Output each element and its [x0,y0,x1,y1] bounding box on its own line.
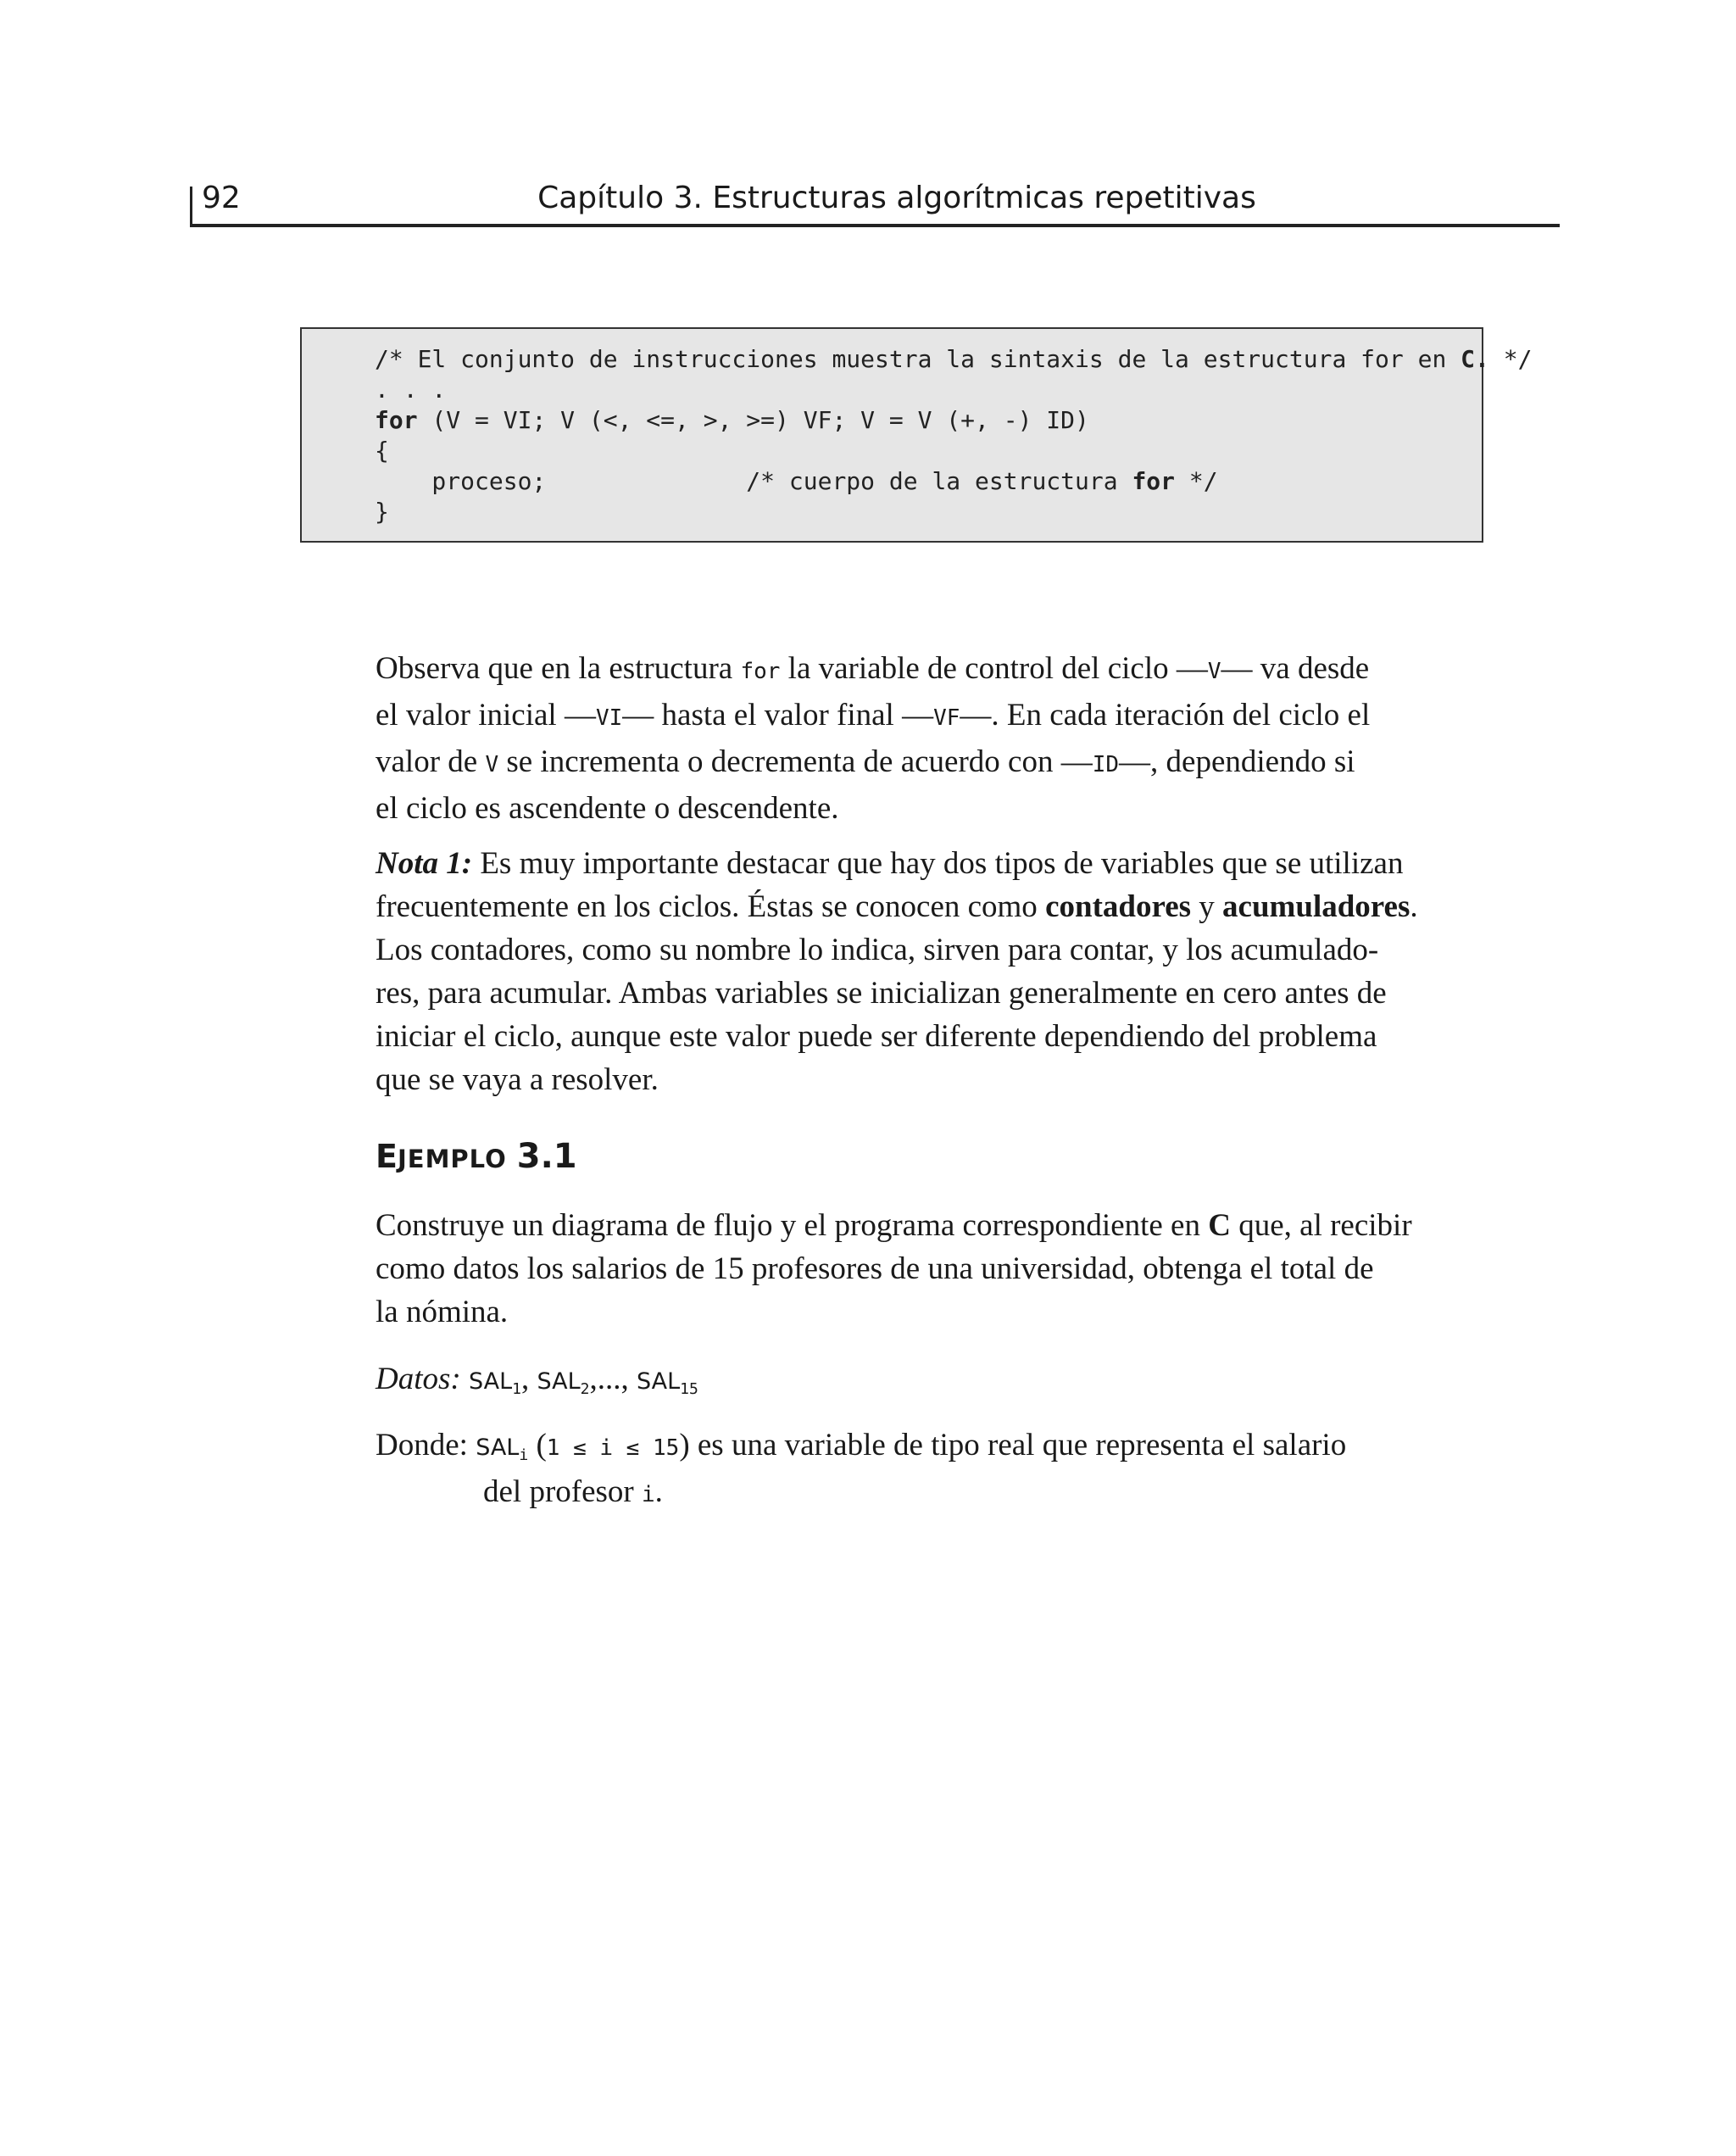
subscript: i [519,1446,529,1464]
text-span: Construye un diagrama de flujo y el programa correspondiente en [376,1208,1209,1243]
variable-name: SAL [468,1368,513,1395]
text-line [376,1357,1477,1403]
inline-code: 1 ≤ i ≤ 15 [546,1435,680,1461]
code-line: } [375,498,389,526]
text-line: como datos los salarios de 15 profesores de una universidad, obtenga el total de [376,1251,1374,1286]
text-line [376,740,1477,787]
text-span: frecuentemente en los ciclos. Éstas se conocen como [376,889,1046,924]
code-line: . . . [375,376,447,404]
text-span: — hasta el valor final — [622,698,934,733]
inline-code: V [485,752,499,777]
inline-code: VF [933,705,960,731]
code-keyword: for [1132,467,1176,495]
example-number: 3.1 [516,1137,577,1176]
running-title: Capítulo 3. Estructuras algorítmicas repetitivas [537,181,1256,215]
datos-line [376,1357,1477,1403]
text-line: la nómina. [376,1295,509,1329]
subscript: 15 [680,1380,698,1398]
note-label: Nota 1: [376,846,473,881]
text-span: que, al recibir [1230,1208,1412,1243]
code-bold: C. [1461,345,1489,373]
inline-code: ID [1092,752,1120,777]
text-span: —, dependiendo si [1119,744,1355,779]
text-span: . [654,1474,663,1509]
code-line [375,344,1533,375]
running-header [190,170,1560,227]
text-span: . [1410,889,1418,924]
code-keyword: for [375,406,418,434]
text-line [376,694,1477,740]
text-span: ,..., [589,1362,637,1396]
text-line [376,842,1477,885]
donde-definition [376,1423,1477,1517]
text-line [376,885,1477,928]
text-span: ) es una variable de tipo real que representa el salario [679,1428,1347,1462]
text-line [376,1423,1477,1470]
code-line [375,466,1482,497]
bold-term: C [1208,1208,1231,1243]
text-line: que se vaya a resolver. [376,1062,659,1097]
text-span: el valor inicial — [376,698,596,733]
example-heading [376,1136,577,1179]
text-line: Los contadores, como su nombre lo indica, sirven para contar, y los acumulado- [376,933,1379,967]
donde-label: Donde: [376,1428,476,1462]
subscript: 1 [512,1380,521,1398]
inline-code: V [1207,659,1221,684]
code-text: */ [1175,467,1218,495]
page-number: 92 [202,181,241,215]
text-span: ( [528,1428,547,1462]
heading-smallcaps: JEMPLO [397,1145,507,1173]
variable-name: SAL [537,1368,581,1395]
text-span: , [520,1362,537,1396]
header-rule [190,224,1560,227]
variable-name: SAL [476,1435,520,1461]
example-statement [376,1204,1477,1334]
text-span: la variable de control del ciclo — [780,651,1208,686]
text-span: y [1191,889,1223,924]
code-text: /* El conjunto de instrucciones muestra la sintaxis de la estructura for en [375,345,1461,373]
subscript: 2 [580,1380,590,1398]
inline-code: for [740,659,781,684]
text-span: valor de [376,744,486,779]
text-span: Observa que en la estructura [376,651,741,686]
code-line: { [375,437,389,465]
text-span: Es muy importante destacar que hay dos tipos de variables que se utilizan [472,846,1404,881]
datos-label: Datos: [376,1362,461,1396]
text-line: iniciar el ciclo, aunque este valor puede ser diferente dependiendo del problema [376,1019,1377,1054]
code-text: */ [1488,345,1533,373]
code-line [375,405,1482,436]
text-line: el ciclo es ascendente o descendente. [376,791,839,826]
inline-code: VI [595,705,623,731]
code-listing [300,327,1533,543]
text-line: res, para acumular. Ambas variables se inicializan generalmente en cero antes de [376,976,1387,1011]
text-line [376,1204,1477,1247]
text-span: — va desde [1221,651,1370,686]
text-line [376,1470,1477,1517]
text-span: se incrementa o decrementa de acuerdo con — [498,744,1093,779]
text-line [376,647,1477,694]
note-paragraph [376,842,1477,1101]
bold-term: contadores [1045,889,1192,924]
text-span: del profesor [483,1474,642,1509]
paragraph-for-explanation [376,647,1477,830]
inline-code: i [642,1482,655,1507]
code-text: proceso; /* cuerpo de la estructura [375,467,1132,495]
variable-name: SAL [636,1368,681,1395]
bold-term: acumuladores [1222,889,1410,924]
heading-initial: E [376,1138,398,1175]
code-text: (V = VI; V (<, <=, >, >=) VF; V = V (+, -) ID) [417,406,1089,434]
text-span: —. En cada iteración del ciclo el [960,698,1371,733]
